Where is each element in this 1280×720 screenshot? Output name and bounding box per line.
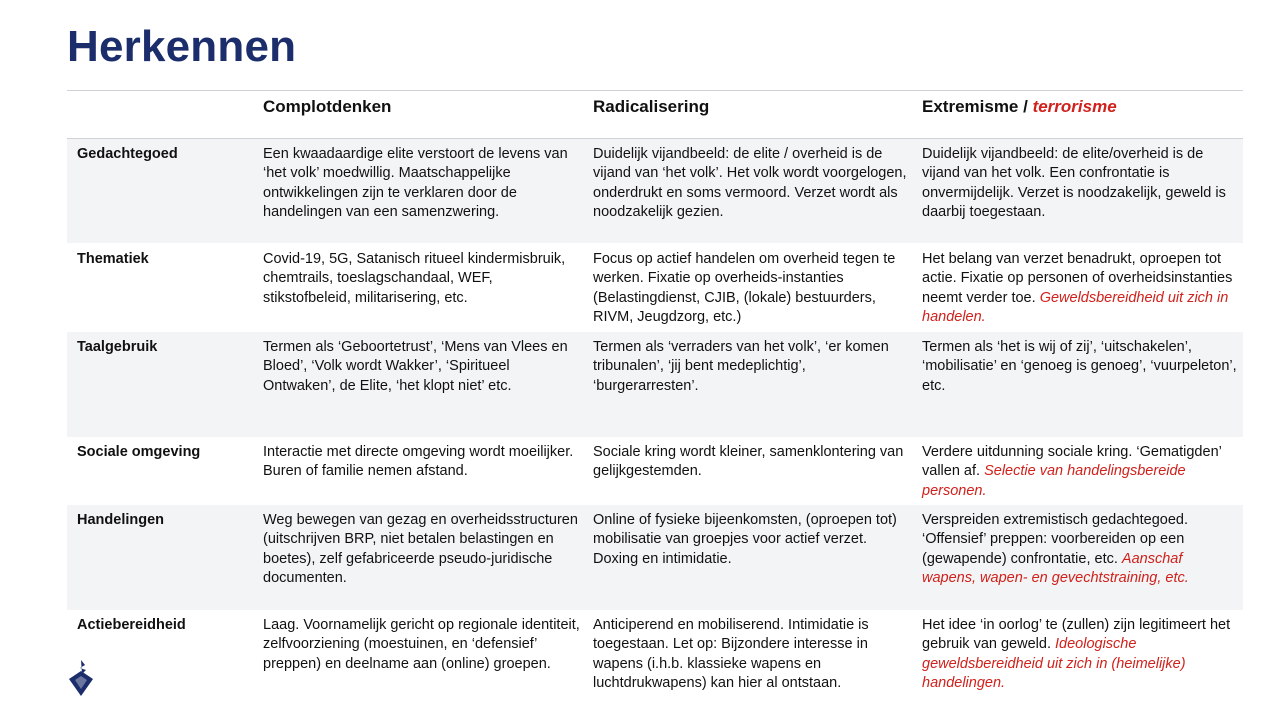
cell-extremisme	[922, 511, 1240, 588]
table-row	[67, 437, 1243, 504]
cell-complotdenken: Weg bewegen van gezag en overheidsstructuren (uitschrijven BRP, niet betalen belastingen en boetes), zelf gefabriceerde pseudo-juridische documenten.	[263, 512, 578, 586]
cell-extremisme-text: Het idee ‘in oorlog’ te (zullen) zijn legitimeert het gebruik van geweld.	[922, 617, 1231, 653]
cell-extremisme	[922, 250, 1240, 327]
cell-complotdenken: Een kwaadaardige elite verstoort de levens van ‘het volk’ moedwillig. Maatschappelijke ontwikkelingen zijn te verklaren door de handelingen van een samenzwering.	[263, 146, 568, 220]
cell-extremisme	[922, 145, 1240, 222]
table-row	[67, 244, 1243, 331]
row-label: Sociale omgeving	[77, 444, 201, 460]
page-title: Herkennen	[67, 22, 297, 71]
cell-extremisme-text: Termen als ‘het is wij of zij’, ‘uitschakelen’, ‘mobilisatie’ en ‘genoeg is genoeg’, ‘vuurpeleton’, etc.	[922, 339, 1237, 394]
row-label: Handelingen	[77, 512, 165, 528]
cell-complotdenken: Interactie met directe omgeving wordt moeilijker. Buren of familie nemen afstand.	[263, 444, 574, 480]
header-extremisme-prefix: Extremisme /	[922, 97, 1033, 116]
cell-radicalisering: Sociale kring wordt kleiner, samenklontering van gelijkgestemden.	[593, 444, 904, 480]
cell-extremisme-text: Verdere uitdunning sociale kring. ‘Gematigden’ vallen af.	[922, 444, 1222, 480]
cell-radicalisering: Termen als ‘verraders van het volk’, ‘er komen tribunalen’, ‘jij bent medeplichtig’, ‘burgerarresten’.	[593, 339, 889, 394]
cell-radicalisering: Online of fysieke bijeenkomsten, (oproepen tot) mobilisatie van groepjes voor actief verzet. Doxing en intimidatie.	[593, 512, 897, 567]
table-row	[67, 332, 1243, 437]
row-label: Thematiek	[77, 251, 149, 267]
cell-extremisme-text: Verspreiden extremistisch gedachtegoed. ‘Offensief’ preppen: voorbereiden op een (gewapende) confrontatie, etc.	[922, 512, 1188, 567]
cell-extremisme-highlight: Aanschaf wapens, wapen- en gevechtstraining, etc.	[922, 550, 1189, 586]
header-terrorisme: terrorisme	[1032, 97, 1117, 116]
cell-complotdenken: Laag. Voornamelijk gericht op regionale identiteit, zelfvoorziening (moestuinen, en ‘defensief’ preppen) en deelname aan (online) groepen.	[263, 617, 580, 672]
cell-extremisme	[922, 338, 1240, 396]
header-extremisme	[922, 97, 1117, 117]
table-header	[67, 91, 1243, 139]
cell-radicalisering: Duidelijk vijandbeeld: de elite / overheid is de vijand van ‘het volk’. Het volk wordt voorgelogen, onderdrukt en soms vermoord. Verzet wordt als noodzakelijk gezien.	[593, 146, 907, 220]
table-row	[67, 505, 1243, 610]
table-row	[67, 139, 1243, 243]
cell-radicalisering: Anticiperend en mobiliserend. Intimidatie is toegestaan. Let op: Bijzondere interesse in wapens (i.h.b. klassieke wapens en luchtdrukwapens) kan hier al ontstaan.	[593, 617, 869, 691]
header-radicalisering: Radicalisering	[593, 97, 710, 116]
table-row	[67, 610, 1243, 705]
row-label: Gedachtegoed	[77, 146, 178, 162]
cell-extremisme-highlight: Selectie van handelingsbereide personen.	[922, 463, 1186, 499]
cell-extremisme	[922, 616, 1240, 693]
cell-extremisme-highlight: Ideologische geweldsbereidheid uit zich in (heimelijke) handelingen.	[922, 636, 1186, 691]
cell-radicalisering: Focus op actief handelen om overheid tegen te werken. Fixatie op overheids-instanties (Belastingdienst, CJIB, (lokale) bestuurders, RIVM, Jeugdzorg, etc.)	[593, 251, 896, 325]
cell-extremisme-highlight: Geweldsbereidheid uit zich in handelen.	[922, 289, 1229, 325]
cell-extremisme	[922, 443, 1240, 501]
header-complotdenken: Complotdenken	[263, 97, 392, 116]
cell-complotdenken: Termen als ‘Geboortetrust’, ‘Mens van Vlees en Bloed’, ‘Volk wordt Wakker’, ‘Spiritueel Ontwaken’, de Elite, ‘het klopt niet’ etc.	[263, 339, 568, 394]
cell-extremisme-text: Het belang van verzet benadrukt, oproepen tot actie. Fixatie op personen of overheidsinstanties neemt verder toe.	[922, 251, 1233, 306]
police-emblem-icon	[66, 659, 96, 697]
cell-extremisme-text: Duidelijk vijandbeeld: de elite/overheid is de vijand van het volk. Een confrontatie is onvermijdelijk. Verzet is noodzakelijk, geweld is daarbij toegestaan.	[922, 146, 1226, 220]
row-label: Taalgebruik	[77, 339, 158, 355]
row-label: Actiebereidheid	[77, 617, 186, 633]
cell-complotdenken: Covid-19, 5G, Satanisch ritueel kindermisbruik, chemtrails, toeslagschandaal, WEF, stikstofbeleid, militarisering, etc.	[263, 251, 566, 306]
